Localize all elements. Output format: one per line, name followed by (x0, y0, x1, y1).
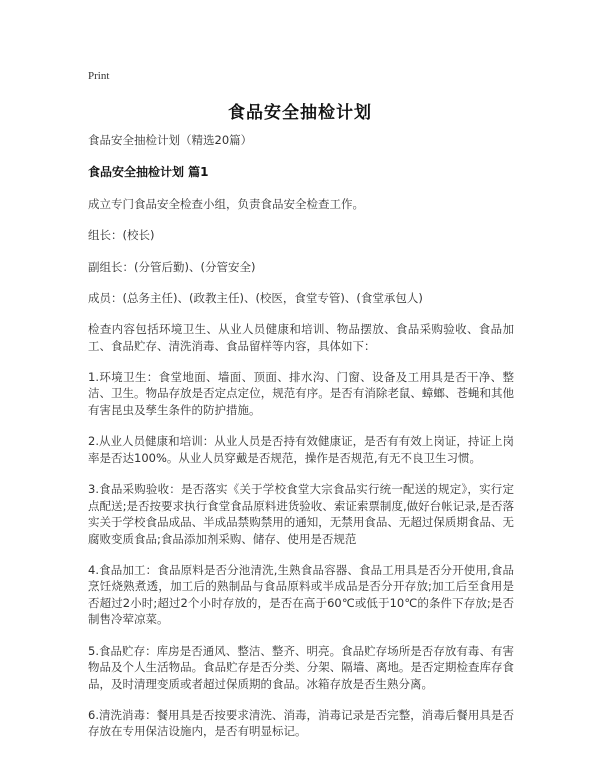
paragraph-deputy-leader: 副组长：(分管后勤)、(分管安全) (88, 259, 256, 274)
paragraph-staff-health: 2.从业人员健康和培训：从业人员是否持有效健康证，是否有有效上岗证，持证上岗率是否达100%。从业人员穿戴是否规范，操作是否规范,有无不良卫生习惯。 (88, 434, 514, 465)
paragraph-inspection-scope: 检查内容包括环境卫生、从业人员健康和培训、物品摆放、食品采购验收、食品加工、食品贮存、清洗消毒、食品留样等内容，具体如下： (88, 322, 514, 353)
document-title: 食品安全抽检计划 (228, 103, 372, 123)
section-heading: 食品安全抽检计划 篇1 (88, 165, 209, 179)
paragraph-environment-hygiene: 1.环境卫生：食堂地面、墙面、顶面、排水沟、门窗、设备及工用具是否干净、整洁、卫生。物品存放是否定点定位，规范有序。是否有消除老鼠、蟑螂、苍蝇和其他有害昆虫及孳生条件的防护措施。 (88, 369, 514, 417)
document-body (88, 132, 514, 755)
print-label: Print (88, 70, 110, 82)
paragraph-procurement: 3.食品采购验收：是否落实《关于学校食堂大宗食品实行统一配送的规定》，实行定点配送;是否按要求执行食堂食品原料进货验收、索证索票制度,做好台帐记录,是否落实关于学校食品成品、半成品禁购禁用的通知，无禁用食品、无超过保质期食品、无腐败变质食品;食品添加剂采购、储存、使用是否规范 (88, 482, 514, 546)
document-subtitle: 食品安全抽检计划（精选20篇） (88, 133, 253, 147)
paragraph-intro: 成立专门食品安全检查小组，负责食品安全检查工作。 (88, 197, 364, 211)
paragraph-food-processing: 4.食品加工：食品原料是否分池清洗,生熟食品容器、食品工用具是否分开使用,食品烹饪烧熟煮透，加工后的熟制品与食品原料或半成品是否分开存放;加工后至食用是否超过2小时;超过2个小时存放的，是否在高于60℃或低于10℃的条件下存放;是否制售冷荤凉菜。 (88, 562, 514, 627)
paragraph-food-storage: 5.食品贮存：库房是否通风、整洁、整齐、明亮。食品贮存场所是否存放有毒、有害物品及个人生活物品。食品贮存是否分类、分架、隔墙、离地。是否定期检查库存食品，及时清理变质或者超过保质期的食品。冰箱存放是否生熟分离。 (88, 643, 514, 691)
paragraph-cleaning-disinfection: 6.清洗消毒：餐用具是否按要求清洗、消毒，消毒记录是否完整，消毒后餐用具是否存放在专用保洁设施内，是否有明显标记。 (88, 707, 514, 739)
paragraph-team-leader: 组长：(校长) (88, 228, 155, 243)
paragraph-members: 成员：(总务主任)、(政教主任)、(校医，食堂专管)、(食堂承包人) (88, 290, 423, 305)
